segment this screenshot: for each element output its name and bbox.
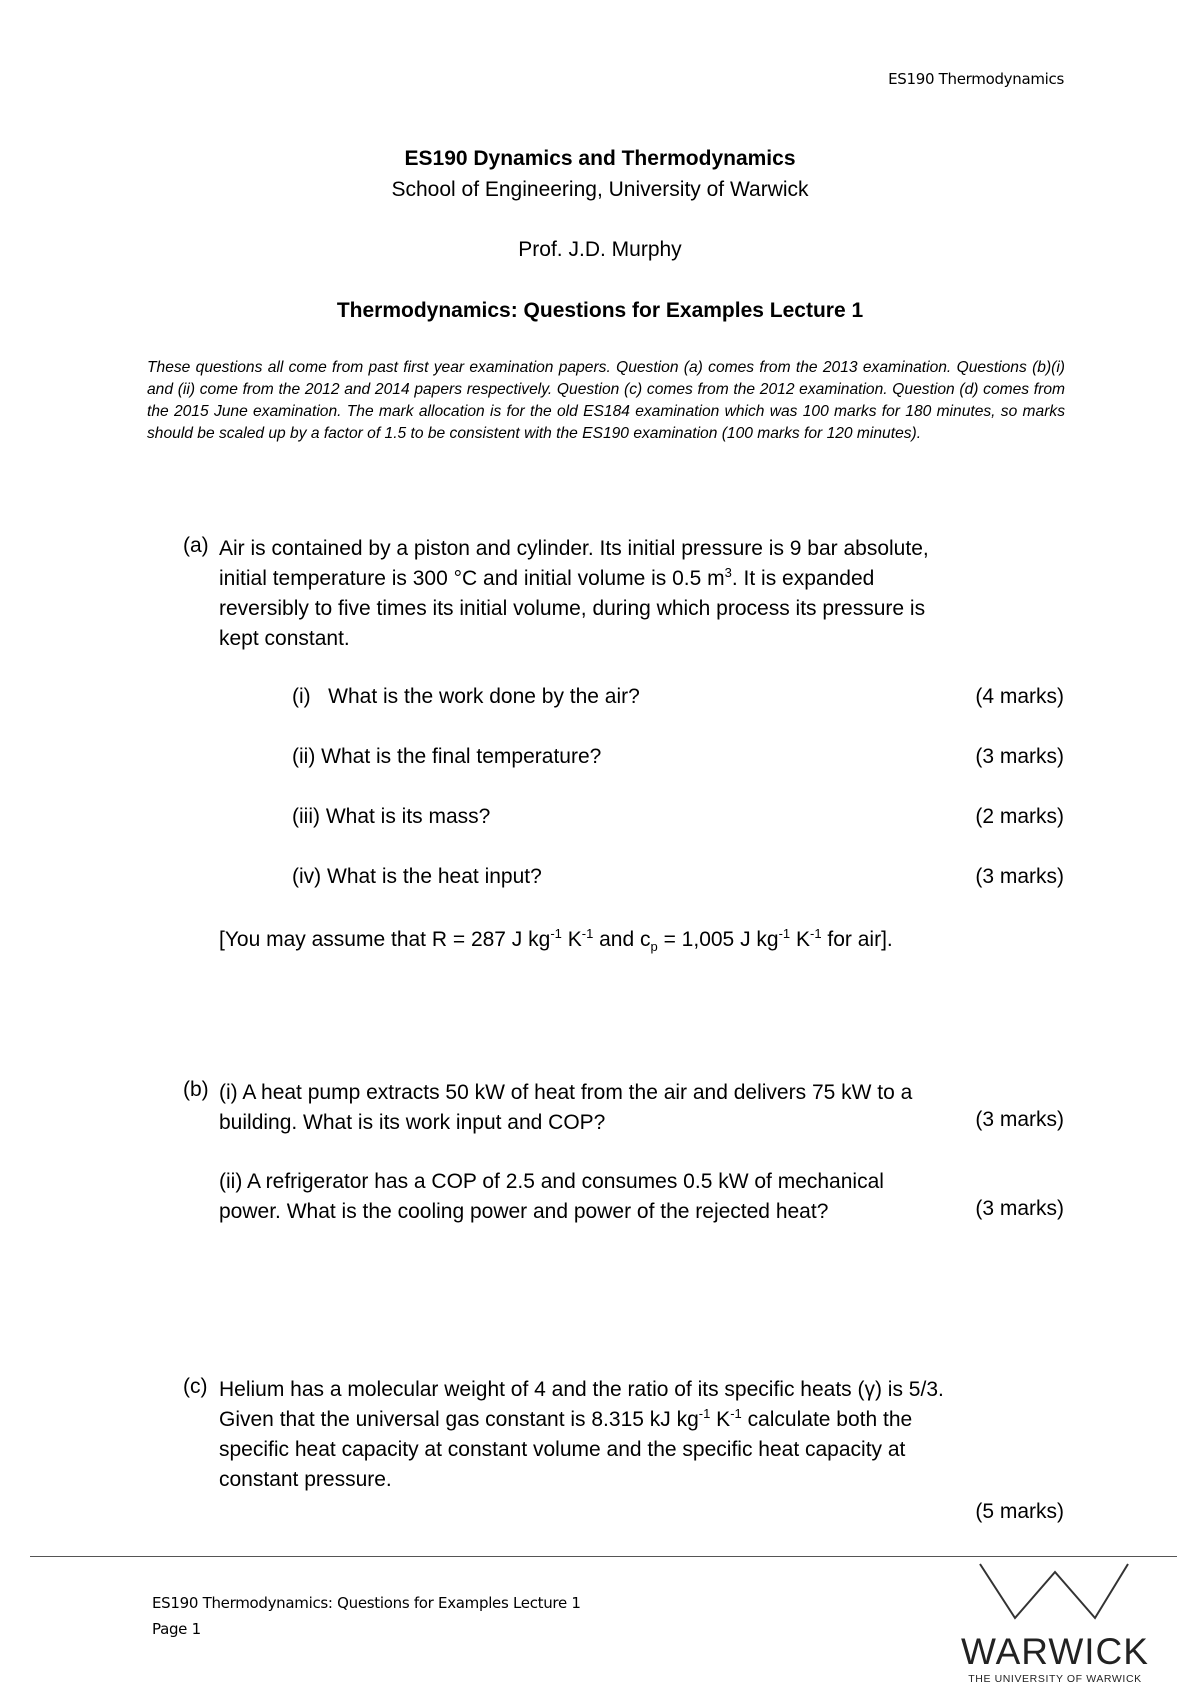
part-a-iv: (iv) What is the heat input? [292, 865, 542, 888]
question-b-ii-line1: (ii) A refrigerator has a COP of 2.5 and consumes 0.5 kW of mechanical [219, 1170, 884, 1193]
logo-subtitle: THE UNIVERSITY OF WARWICK [968, 1673, 1142, 1685]
part-a-i-marks: (4 marks) [975, 685, 1064, 708]
question-b-ii-marks: (3 marks) [975, 1197, 1064, 1220]
question-b-i-line2: building. What is its work input and COP? [219, 1111, 606, 1134]
question-a-label: (a) [183, 534, 209, 557]
question-c-body [219, 1375, 1099, 1495]
part-a-ii-marks: (3 marks) [975, 745, 1064, 768]
author-name: Prof. J.D. Murphy [518, 238, 682, 261]
question-a-line1: Air is contained by a piston and cylinder. Its initial pressure is 9 bar absolute, [219, 537, 929, 560]
school-name: School of Engineering, University of Warwick [391, 178, 809, 201]
logo-wordmark: WARWICK [961, 1631, 1149, 1672]
question-c-line1: Helium has a molecular weight of 4 and the ratio of its specific heats (γ) is 5/3. [219, 1378, 944, 1401]
question-b-i-marks: (3 marks) [975, 1108, 1064, 1131]
question-c-label: (c) [183, 1375, 208, 1398]
question-b-ii-line2: power. What is the cooling power and power of the rejected heat? [219, 1200, 829, 1223]
question-c-line4: constant pressure. [219, 1468, 392, 1491]
part-a-iv-marks: (3 marks) [975, 865, 1064, 888]
part-a-iii-marks: (2 marks) [975, 805, 1064, 828]
warwick-w-mark-icon [940, 1558, 1170, 1630]
course-title: ES190 Dynamics and Thermodynamics [404, 147, 796, 170]
question-a-line4: kept constant. [219, 627, 350, 650]
part-a-iii: (iii) What is its mass? [292, 805, 491, 828]
part-a-ii: (ii) What is the final temperature? [292, 745, 602, 768]
question-a-body [219, 534, 1099, 654]
running-header: ES190 Thermodynamics [888, 70, 1064, 88]
question-b-label: (b) [183, 1078, 209, 1101]
question-b-i [219, 1078, 1099, 1138]
assumption-note: [You may assume that R = 287 J $kg^{-1}$ $K^{-1}$ and $c_p = 1,005$ J $kg^{-1}$ $K^{-1}$ for air]. [219, 926, 893, 955]
document-heading: Thermodynamics: Questions for Examples Lecture 1 [336, 299, 864, 322]
question-b-ii [219, 1167, 1099, 1227]
question-c-line2: Given that the universal gas constant is 8.315 kJ $kg^{-1}$ $K^{-1}$ calculate both the [219, 1406, 913, 1431]
question-c-line3: specific heat capacity at constant volume and the specific heat capacity at [219, 1438, 906, 1461]
warwick-logo [940, 1558, 1170, 1696]
footer-divider [30, 1556, 1177, 1557]
footer-title: ES190 Thermodynamics: Questions for Examples Lecture 1 [152, 1594, 581, 1612]
footer-page-number: Page 1 [152, 1620, 201, 1638]
question-a-line2: initial temperature is 300 °C and initial volume is 0.5 $m^3$. It is expanded [219, 565, 875, 590]
question-b-i-line1: (i) A heat pump extracts 50 kW of heat from the air and delivers 75 kW to a [219, 1081, 913, 1104]
question-a-line3: reversibly to five times its initial volume, during which process its pressure is [219, 597, 926, 620]
question-c-marks: (5 marks) [975, 1500, 1064, 1523]
part-a-i: (i) What is the work done by the air? [292, 685, 640, 708]
intro-paragraph: These questions all come from past first year examination papers. Question (a) comes from the 2013 examination. Questions (b)(i) and (ii) come from the 2012 and 2014 papers respectively. Question (c) comes from the 2012 examination. Question (d) comes from the 2015 June examination. The mark allocation is for the old ES184 examination which was 100 marks for 180 minutes, so marks should be scaled up by a factor of 1.5 to be consistent with the ES190 examination (100 marks for 120 minutes). [147, 359, 1065, 442]
